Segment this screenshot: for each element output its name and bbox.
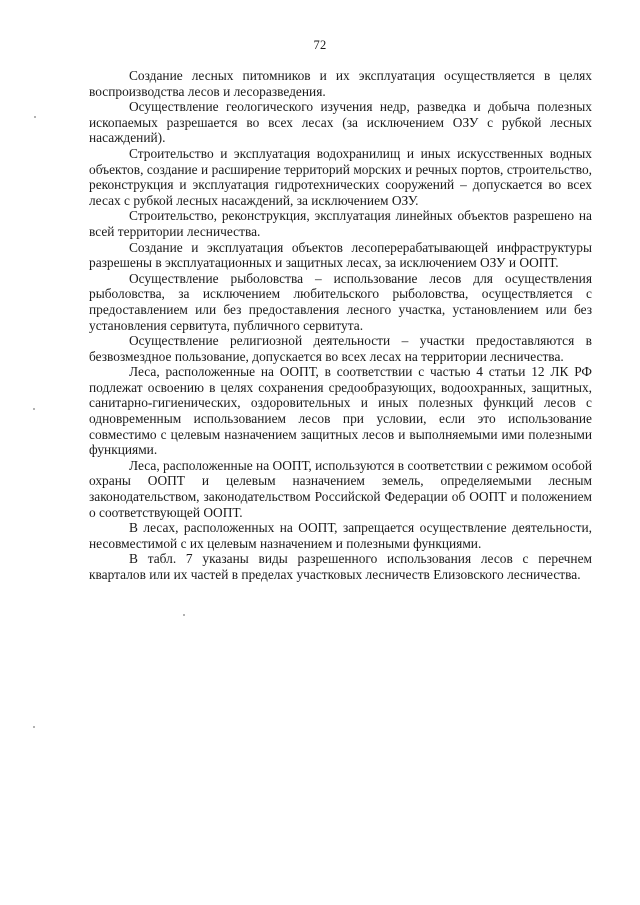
scan-mark	[34, 116, 36, 118]
page-number: 72	[313, 38, 327, 52]
paragraph-oopt-development: Леса, расположенные на ООПТ, в соответствии с частью 4 статьи 12 ЛК РФ подлежат освоению в целях сохранения средообразующих, водоохранных, защитных, санитарно-гигиенических, оздоровительных и иных полезных функций лесов с одновременным использованием лесов при условии, если это использование совместимо с целевым назначением защитных лесов и выполняемыми ими полезными функциями.	[89, 364, 592, 458]
scan-mark	[33, 726, 35, 728]
scan-mark	[183, 614, 185, 616]
paragraph-forest-nurseries: Создание лесных питомников и их эксплуатация осуществляется в целях воспроизводства лесов и лесоразведения.	[89, 68, 592, 99]
scan-mark	[33, 408, 35, 410]
paragraph-linear-objects: Строительство, реконструкция, эксплуатация линейных объектов разрешено на всей территории лесничества.	[89, 208, 592, 239]
paragraph-oopt-regime: Леса, расположенные на ООПТ, используются в соответствии с режимом особой охраны ООПТ и целевым назначением земель, определяемыми лесным законодательством, законодательством Российской Федерации об ООПТ и положением о соответствующей ООПТ.	[89, 457, 592, 520]
paragraph-table-reference: В табл. 7 указаны виды разрешенного использования лесов с перечнем кварталов или их частей в пределах участковых лесничеств Елизовского лесничества.	[89, 551, 592, 582]
paragraph-wood-processing: Создание и эксплуатация объектов лесоперерабатывающей инфраструктуры разрешены в эксплуатационных и защитных лесах, за исключением ОЗУ и ООПТ.	[89, 239, 592, 271]
document-body	[89, 68, 592, 583]
paragraph-reservoirs-ports: Строительство и эксплуатация водохранилищ и иных искусственных водных объектов, создание и расширение территорий морских и речных портов, строительство, реконструкция и эксплуатация гидротехнических сооружений – допускается во всех лесах с рубкой лесных насаждений, за исключением ОЗУ.	[89, 145, 592, 208]
paragraph-religious-activity: Осуществление религиозной деятельности – участки предоставляются в безвозмездное пользование, допускается во всех лесах на территории лесничества.	[89, 333, 592, 364]
paragraph-fishing: Осуществление рыболовства – использование лесов для осуществления рыболовства, за исключением любительского рыболовства, осуществляется с предоставлением или без предоставления лесного участка, установлением или без установления сервитута, публичного сервитута.	[89, 270, 592, 333]
paragraph-oopt-prohibition: В лесах, расположенных на ООПТ, запрещается осуществление деятельности, несовместимой с их целевым назначением и полезными функциями.	[89, 520, 592, 551]
paragraph-geological-exploration: Осуществление геологического изучения недр, разведка и добыча полезных ископаемых разрешается во всех лесах (за исключением ОЗУ с рубкой лесных насаждений).	[89, 99, 592, 146]
